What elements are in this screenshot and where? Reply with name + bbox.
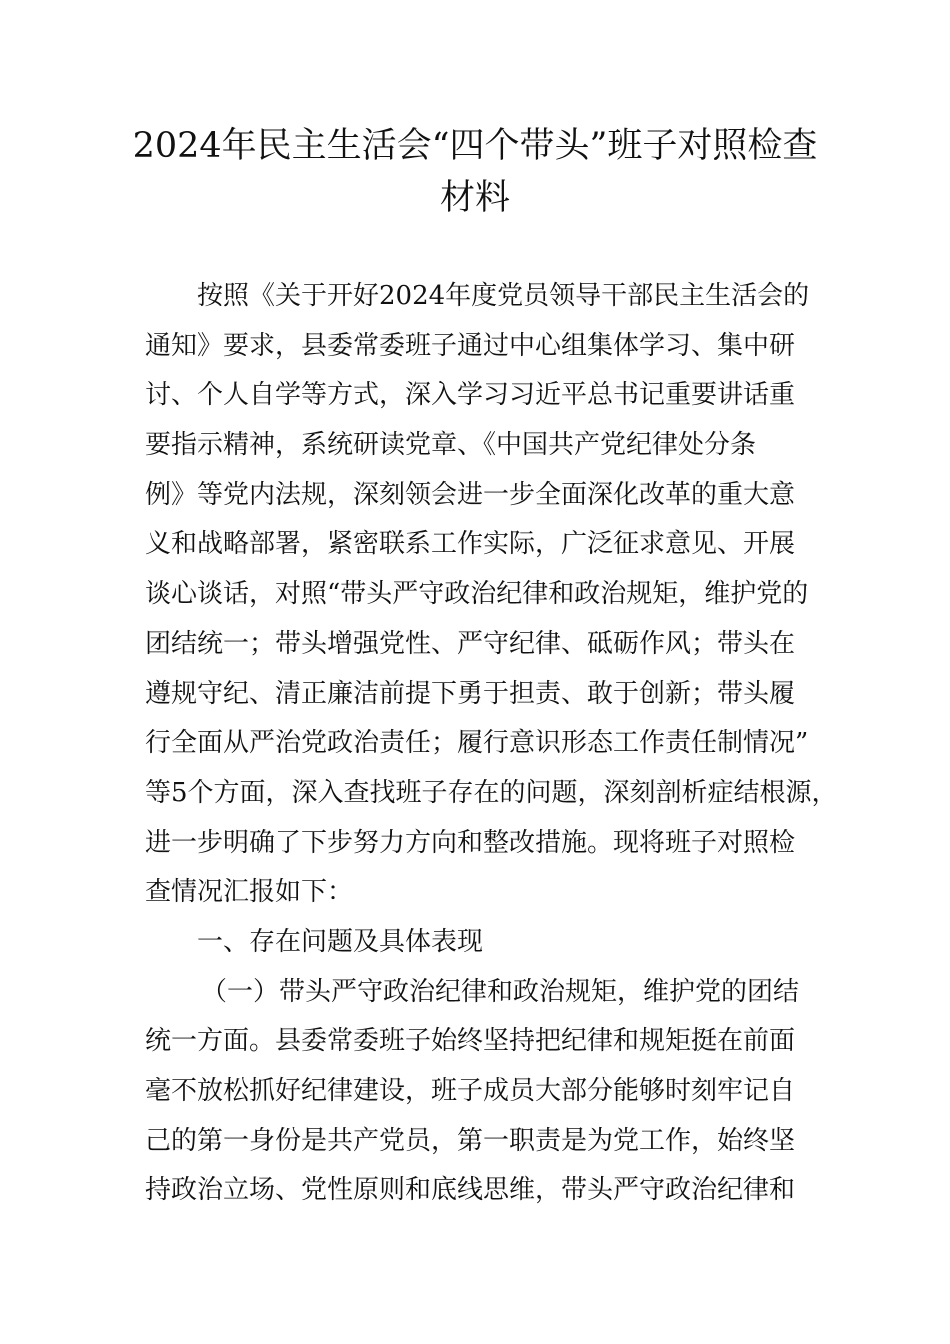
paragraph-line: 统一方面。县委常委班子始终坚持把纪律和规矩挺在前面 <box>145 1026 796 1057</box>
paragraph-line: 义和战略部署，紧密联系工作实际，广泛征求意见、开展 <box>145 529 796 560</box>
title-line-1: 2024年民主生活会“四个带头”班子对照检查 <box>132 126 818 166</box>
paragraph-line: 通知》要求，县委常委班子通过中心组集体学习、集中研 <box>145 330 796 361</box>
paragraph-line: 谈心谈话，对照“带头严守政治纪律和政治规矩，维护党的 <box>145 579 809 610</box>
paragraph-line: 进一步明确了下步努力方向和整改措施。现将班子对照检 <box>145 827 796 858</box>
paragraph-line: 查情况汇报如下： <box>145 877 354 908</box>
paragraph-line: 己的第一身份是共产党员，第一职责是为党工作，始终坚 <box>145 1125 796 1156</box>
document-body <box>145 272 845 1216</box>
paragraph-line: 毫不放松抓好纪律建设，班子成员大部分能够时刻牢记自 <box>145 1076 796 1106</box>
paragraph-line: 按照《关于开好2024年度党员领导干部民主生活会的 <box>197 281 810 311</box>
paragraph-line: 例》等党内法规，深刻领会进一步全面深化改革的重大意 <box>145 479 796 510</box>
paragraph-line: 团结统一；带头增强党性、严守纪律、砥砺作风；带头在 <box>145 628 796 659</box>
section-heading: 一、存在问题及具体表现 <box>197 926 484 957</box>
paragraph-line: 讨、个人自学等方式，深入学习习近平总书记重要讲话重 <box>145 380 796 411</box>
paragraph-line: 行全面从严治党政治责任；履行意识形态工作责任制情况” <box>145 728 809 759</box>
paragraph-line: 要指示精神，系统研读党章、《中国共产党纪律处分条 <box>145 430 757 461</box>
paragraph-line: 持政治立场、党性原则和底线思维，带头严守政治纪律和 <box>145 1175 796 1206</box>
paragraph-line: 等5个方面，深入查找班子存在的问题，深刻剖析症结根源， <box>145 777 838 808</box>
subsection-heading-line: （一）带头严守政治纪律和政治规矩，维护党的团结 <box>201 976 800 1007</box>
paragraph-line: 遵规守纪、清正廉洁前提下勇于担责、敢于创新；带头履 <box>145 678 796 709</box>
title-line-2: 材料 <box>439 178 510 218</box>
document-title <box>130 120 820 224</box>
